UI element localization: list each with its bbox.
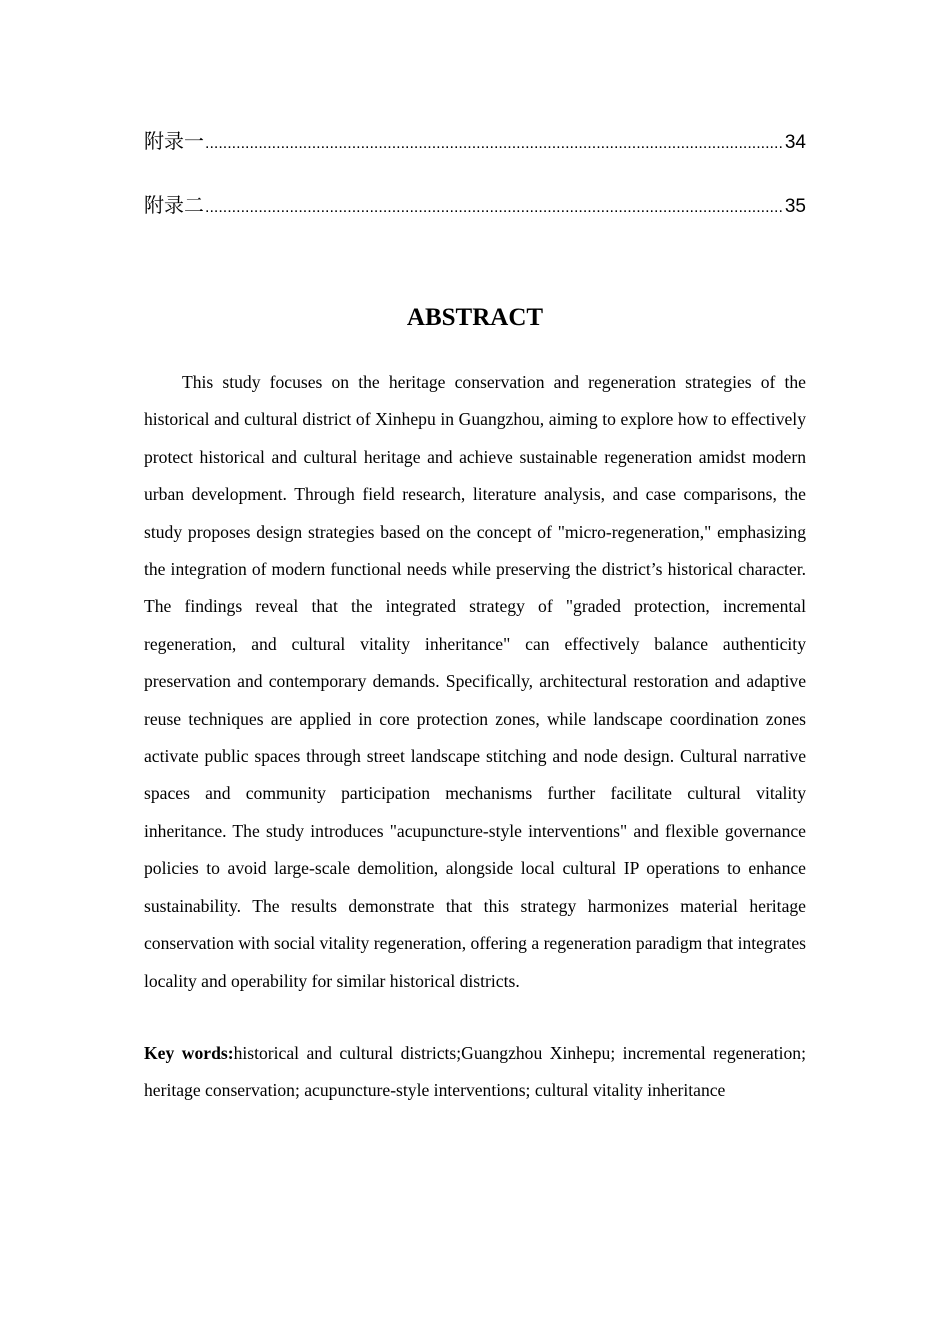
keywords-text: historical and cultural districts;Guangzhou Xinhepu; incremental regeneration; heritage conservation; acupuncture-style interventions; cultural vitality inheritance <box>144 1043 806 1101</box>
table-of-contents <box>144 124 806 252</box>
keywords-paragraph <box>144 1035 806 1110</box>
toc-leader-dots <box>205 124 784 161</box>
toc-entry-page-number: 34 <box>784 132 806 153</box>
toc-entry-appendix-2[interactable] <box>144 188 806 222</box>
keywords-label: Key words: <box>144 1043 234 1063</box>
toc-entry-title: 附录一 <box>144 129 204 153</box>
abstract-heading: ABSTRACT <box>406 304 544 331</box>
toc-entry-appendix-1[interactable] <box>144 124 806 158</box>
toc-entry-title: 附录二 <box>144 193 204 217</box>
abstract-paragraph: This study focuses on the heritage conservation and regeneration strategies of the historical and cultural district of Xinhepu in Guangzhou, aiming to explore how to effectively protect historical and cultural heritage and achieve sustainable regeneration amidst modern urban development. Through field research, literature analysis, and case comparisons, the study proposes design strategies based on the concept of "micro-regeneration," emphasizing the integration of modern functional needs while preserving the district’s historical character. The findings reveal that the integrated strategy of "graded protection, incremental regeneration, and cultural vitality inheritance" can effectively balance authenticity preservation and contemporary demands. Specifically, architectural restoration and adaptive reuse techniques are applied in core protection zones, while landscape coordination zones activate public spaces through street landscape stitching and node design. Cultural narrative spaces and community participation mechanisms further facilitate cultural vitality inheritance. The study introduces "acupuncture-style interventions" and flexible governance policies to avoid large-scale demolition, alongside local cultural IP operations to enhance sustainability. The results demonstrate that this strategy harmonizes material heritage conservation with social vitality regeneration, offering a regeneration paradigm that integrates locality and operability for similar historical districts. <box>144 372 806 991</box>
toc-leader-dots <box>205 188 784 225</box>
toc-entry-page-number: 35 <box>784 196 806 217</box>
